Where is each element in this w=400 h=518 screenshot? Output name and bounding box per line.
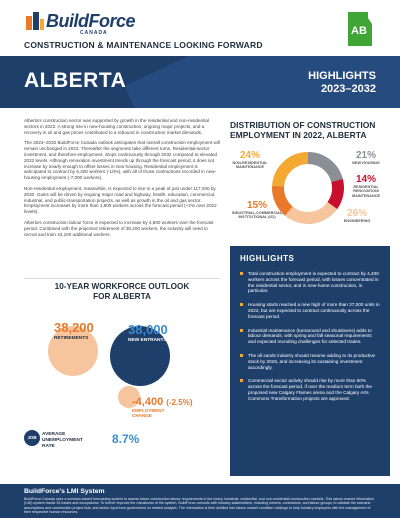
highlight-item — [240, 328, 380, 345]
donut-slice — [332, 181, 338, 206]
highlight-item — [240, 378, 380, 401]
unemployment-icon — [24, 430, 40, 446]
footer-title: BuildForce's LMI System — [24, 488, 105, 495]
segment-pct: 24% — [239, 150, 260, 161]
employment-change-label — [132, 408, 164, 419]
highlights-heading: HIGHLIGHTS — [308, 70, 376, 82]
bullet-icon — [240, 272, 243, 275]
outlook-title-line: 10-YEAR WORKFORCE OUTLOOK — [54, 282, 190, 291]
segment-label-engineering — [334, 208, 380, 223]
tagline: CONSTRUCTION & MAINTENANCE LOOKING FORWARD — [24, 40, 263, 50]
segment-name: NEW HOUSING — [352, 161, 380, 165]
hero-banner — [0, 56, 400, 108]
segment-name: NON-RESIDENTIAL MAINTENANCE — [232, 161, 268, 170]
intro-text — [24, 118, 220, 242]
change-percent: (-2.5%) — [166, 398, 193, 407]
segment-label-residential-renovation — [346, 174, 386, 198]
section-divider — [24, 278, 220, 279]
buildforce-logo — [24, 10, 174, 36]
logo-subtitle: CANADA — [80, 30, 108, 36]
change-label-line: CHANGE — [132, 413, 152, 419]
intro-paragraph: The 2023–2032 BuildForce Canada outlook anticipates that overall construction employment will remain unchanged in 2023. Thereafter the segments take different turns. Residential-sector investment, and therefore employment, drops continuously through 2032 compared to elevated 2022 levels. Although renovation investment trends up through the forecast period, it does not increase by nearly enough to offset losses in new housing. Residential employment is anticipated to contract by 6,300 workers (-10%), with all of those contractions recorded in new-housing employment (-7,000 workers). — [24, 140, 220, 181]
segment-label-ici — [232, 200, 282, 220]
segment-name: ENGINEERING — [343, 219, 371, 223]
retirements-value: 38,200 — [54, 320, 94, 335]
segment-pct: 15% — [246, 200, 267, 211]
bullet-icon — [240, 379, 243, 382]
highlight-text: Total construction employment is expected to contract by 4,400 workers across the forecast period, with losses concentrated in the residential sector, and in new-home construction, in particular. — [248, 271, 379, 294]
change-label-line: EMPLOYMENT — [132, 408, 165, 413]
building-icon — [24, 10, 46, 32]
new-entrants-label: NEW ENTRANTS — [128, 338, 167, 343]
logo-build-text: Build — [46, 11, 89, 31]
unemployment-value: 8.7% — [112, 432, 140, 446]
unemp-label-line: UNEMPLOYMENT — [42, 438, 83, 443]
segment-name: RESIDENTIAL RENOVATION/ MAINTENANCE — [351, 185, 381, 198]
segment-label-new-housing — [346, 150, 386, 165]
change-number: -4,400 — [132, 396, 164, 408]
segment-pct: 14% — [355, 174, 376, 185]
bullet-icon — [240, 303, 243, 306]
donut-slice — [289, 206, 332, 218]
logo-wordmark — [46, 11, 135, 32]
highlights-period — [308, 70, 376, 96]
highlight-item — [240, 302, 380, 319]
outlook-title-line: FOR ALBERTA — [93, 292, 151, 301]
unemployment-icon-text: JOB — [27, 435, 37, 440]
intro-paragraph: Non-residential employment, meanwhile, is expected to rise to a peak of just under 117,000 by 2030. Gains will be driven by ongoing major road and highway, health, education, commercial, industrial, and public-transportation projects, as well as growth in the oil and gas sector. Employment increases by more than 1,800 workers across the forecast period (+2% over 2022 levels). — [24, 185, 217, 215]
bullet-icon — [240, 354, 243, 357]
unemp-label-line: AVERAGE — [42, 432, 66, 437]
highlights-panel — [230, 246, 390, 476]
highlight-text: Industrial maintenance (turnaround and shutdowns) adds to labour demands, with spring and fall seasonal requirements and expected recruiting challenges for selected trades. — [248, 327, 372, 345]
footer-lmi — [0, 484, 400, 518]
highlights-list — [240, 271, 380, 402]
workforce-outlook — [24, 282, 220, 478]
highlights-years: 2023–2032 — [320, 83, 376, 95]
alberta-province-badge — [342, 10, 376, 48]
distribution-donut — [230, 144, 386, 236]
donut-slice — [308, 158, 337, 181]
segment-pct: 26% — [346, 208, 367, 219]
badge-text: AB — [351, 25, 367, 37]
highlights-panel-title: HIGHLIGHTS — [240, 254, 295, 263]
distribution-title: DISTRIBUTION OF CONSTRUCTION EMPLOYMENT IN 2022, ALBERTA — [230, 120, 376, 140]
retirements-label: RETIREMENTS — [54, 336, 89, 341]
unemp-label-line: RATE — [42, 444, 55, 449]
segment-label-non-res-maintenance — [230, 150, 270, 170]
logo-force-text: Force — [88, 11, 136, 31]
new-entrants-value: 38,000 — [128, 322, 168, 337]
unemployment-label — [42, 432, 83, 450]
intro-paragraph: Alberta's construction labour force is expected to increase by 4,900 workers over the forecast period. Combined with the projected retirement of 38,200 workers, the industry will need to recruit and train 43,100 additional workers. — [24, 219, 214, 237]
intro-paragraph: Alberta's construction sector was supported by growth in the residential and non-residential sectors in 2022. A strong rise in new-housing construction, ongoing major projects, and a recovery in oil and gas prices contributed to a rebound in construction market demands. — [24, 118, 209, 135]
outlook-title — [24, 282, 220, 302]
top-bar — [0, 0, 400, 56]
highlight-text: Housing starts reached a new high of more than 37,000 units in 2022, but are expected to contract continuously across the forecast period. — [248, 302, 380, 319]
highlight-item — [240, 353, 380, 370]
donut-slice — [278, 158, 308, 186]
segment-name: INDUSTRIAL,COMMERCIAL, INSTITUTIONAL (ICI) — [232, 211, 284, 220]
highlight-item — [240, 271, 380, 294]
employment-change-value — [132, 396, 193, 408]
highlight-text: The oil sands industry should resume adding to its productive stock by 2026, and increasing its sustaining investment accordingly. — [248, 352, 376, 370]
segment-pct: 21% — [355, 150, 376, 161]
page-title: ALBERTA — [24, 69, 127, 92]
highlight-text: Commercial sector activity should rise by more than 50% across the forecast period, if over the medium term both the proposed new Calgary Flames arena and the Calgary Arts Commons Transformation projects are approved. — [248, 378, 373, 401]
footer-text: BuildForce Canada uses a scenario-based forecasting system to assess future construction labour requirements in the heavy industrial, residential, and non-residential construction markets. This labour market information (LMI) system tracks 34 trades and occupations. To further improve the robustness of the system, BuildForce consults with industry stakeholders, including owners, contractors, and labour groups, to validate the scenario assumptions and construction project lists, and seeks input from government on related analysis. The information is then distilled into labour market condition rankings to help industry employers with the management of their respective human resources. — [24, 497, 374, 515]
bullet-icon — [240, 329, 243, 332]
